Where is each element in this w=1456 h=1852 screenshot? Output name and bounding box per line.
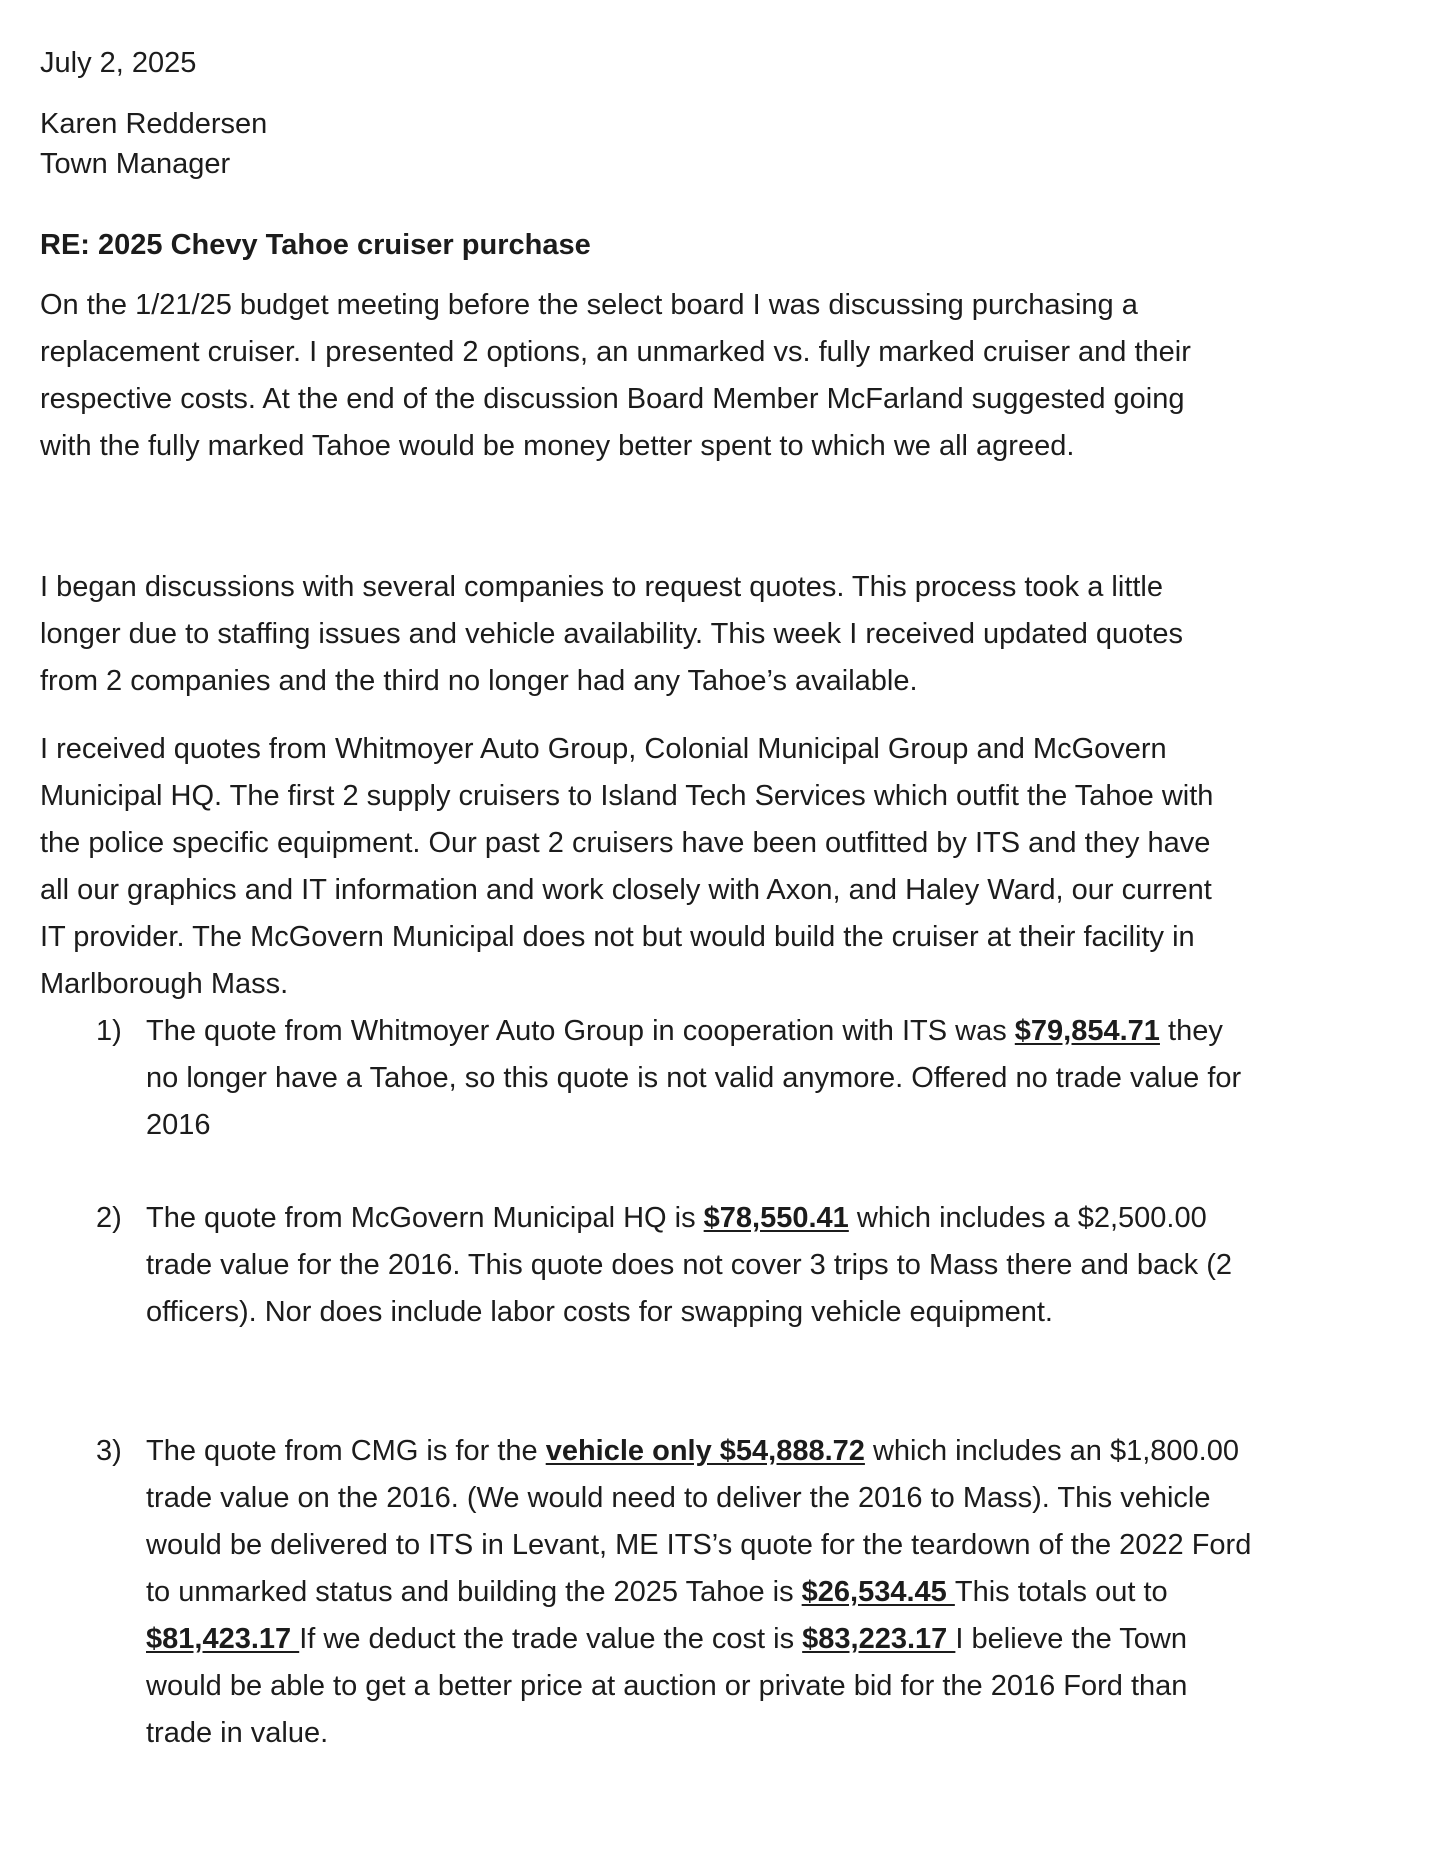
quote-item-body (146, 1195, 1396, 1336)
paragraph-line: replacement cruiser. I presented 2 options, an unmarked vs. fully marked cruiser and their (40, 336, 1191, 368)
quote-amount: $83,223.17 (802, 1623, 956, 1655)
quote-line: $81,423.17 If we deduct the trade value the cost is $83,223.17 I believe the Town (146, 1623, 1187, 1655)
paragraph-line: longer due to staffing issues and vehicle availability. This week I received updated quotes (40, 618, 1183, 650)
paragraph-line: all our graphics and IT information and work closely with Axon, and Haley Ward, our current (40, 874, 1212, 906)
quote-line: to unmarked status and building the 2025 Tahoe is $26,534.45 This totals out to (146, 1576, 1168, 1608)
paragraph-line: with the fully marked Tahoe would be money better spent to which we all agreed. (40, 430, 1075, 462)
paragraph-3 (40, 726, 1370, 1008)
quote-amount: $79,854.71 (1014, 1015, 1160, 1047)
list-number: 2) (96, 1202, 122, 1234)
quote-line: trade value for the 2016. This quote does not cover 3 trips to Mass there and back (2 (146, 1249, 1232, 1281)
paragraph-line: IT provider. The McGovern Municipal does not but would build the cruiser at their facility in (40, 921, 1195, 953)
quote-line: The quote from CMG is for the vehicle only $54,888.72 which includes an $1,800.00 (146, 1435, 1239, 1467)
quote-amount: $78,550.41 (703, 1202, 849, 1234)
quote-line: officers). Nor does include labor costs for swapping vehicle equipment. (146, 1296, 1053, 1328)
subject-line: RE: 2025 Chevy Tahoe cruiser purchase (40, 229, 591, 261)
paragraph-line: On the 1/21/25 budget meeting before the select board I was discussing purchasing a (40, 289, 1138, 321)
paragraph-2 (40, 564, 1370, 705)
quote-line: trade value on the 2016. (We would need to deliver the 2016 to Mass). This vehicle (146, 1482, 1211, 1514)
quote-line: would be delivered to ITS in Levant, ME ITS’s quote for the teardown of the 2022 Ford (146, 1529, 1252, 1561)
quote-item-body (146, 1008, 1396, 1149)
quote-line: 2016 (146, 1109, 211, 1141)
letter-date: July 2, 2025 (40, 47, 197, 79)
recipient-name: Karen Reddersen (40, 108, 268, 140)
quote-item-body (146, 1428, 1396, 1757)
quote-amount: vehicle only $54,888.72 (545, 1435, 865, 1467)
quote-line: The quote from Whitmoyer Auto Group in cooperation with ITS was $79,854.71 they (146, 1015, 1223, 1047)
quote-line: The quote from McGovern Municipal HQ is $78,550.41 which includes a $2,500.00 (146, 1202, 1207, 1234)
paragraph-line: Municipal HQ. The first 2 supply cruisers to Island Tech Services which outfit the Tahoe with (40, 780, 1214, 812)
quote-amount: $26,534.45 (801, 1576, 955, 1608)
list-number: 3) (96, 1435, 122, 1467)
paragraph-line: I began discussions with several companies to request quotes. This process took a little (40, 571, 1163, 603)
quote-line: trade in value. (146, 1717, 329, 1749)
paragraph-1 (40, 282, 1370, 470)
recipient-title: Town Manager (40, 148, 231, 180)
paragraph-line: the police specific equipment. Our past 2 cruisers have been outfitted by ITS and they have (40, 827, 1211, 859)
paragraph-line: I received quotes from Whitmoyer Auto Group, Colonial Municipal Group and McGovern (40, 733, 1167, 765)
quote-line: would be able to get a better price at auction or private bid for the 2016 Ford than (146, 1670, 1188, 1702)
quote-amount: $81,423.17 (146, 1623, 300, 1655)
paragraph-line: Marlborough Mass. (40, 968, 289, 1000)
list-number: 1) (96, 1015, 122, 1047)
paragraph-line: respective costs. At the end of the discussion Board Member McFarland suggested going (40, 383, 1185, 415)
quote-line: no longer have a Tahoe, so this quote is not valid anymore. Offered no trade value for (146, 1062, 1242, 1094)
paragraph-line: from 2 companies and the third no longer had any Tahoe’s available. (40, 665, 918, 697)
